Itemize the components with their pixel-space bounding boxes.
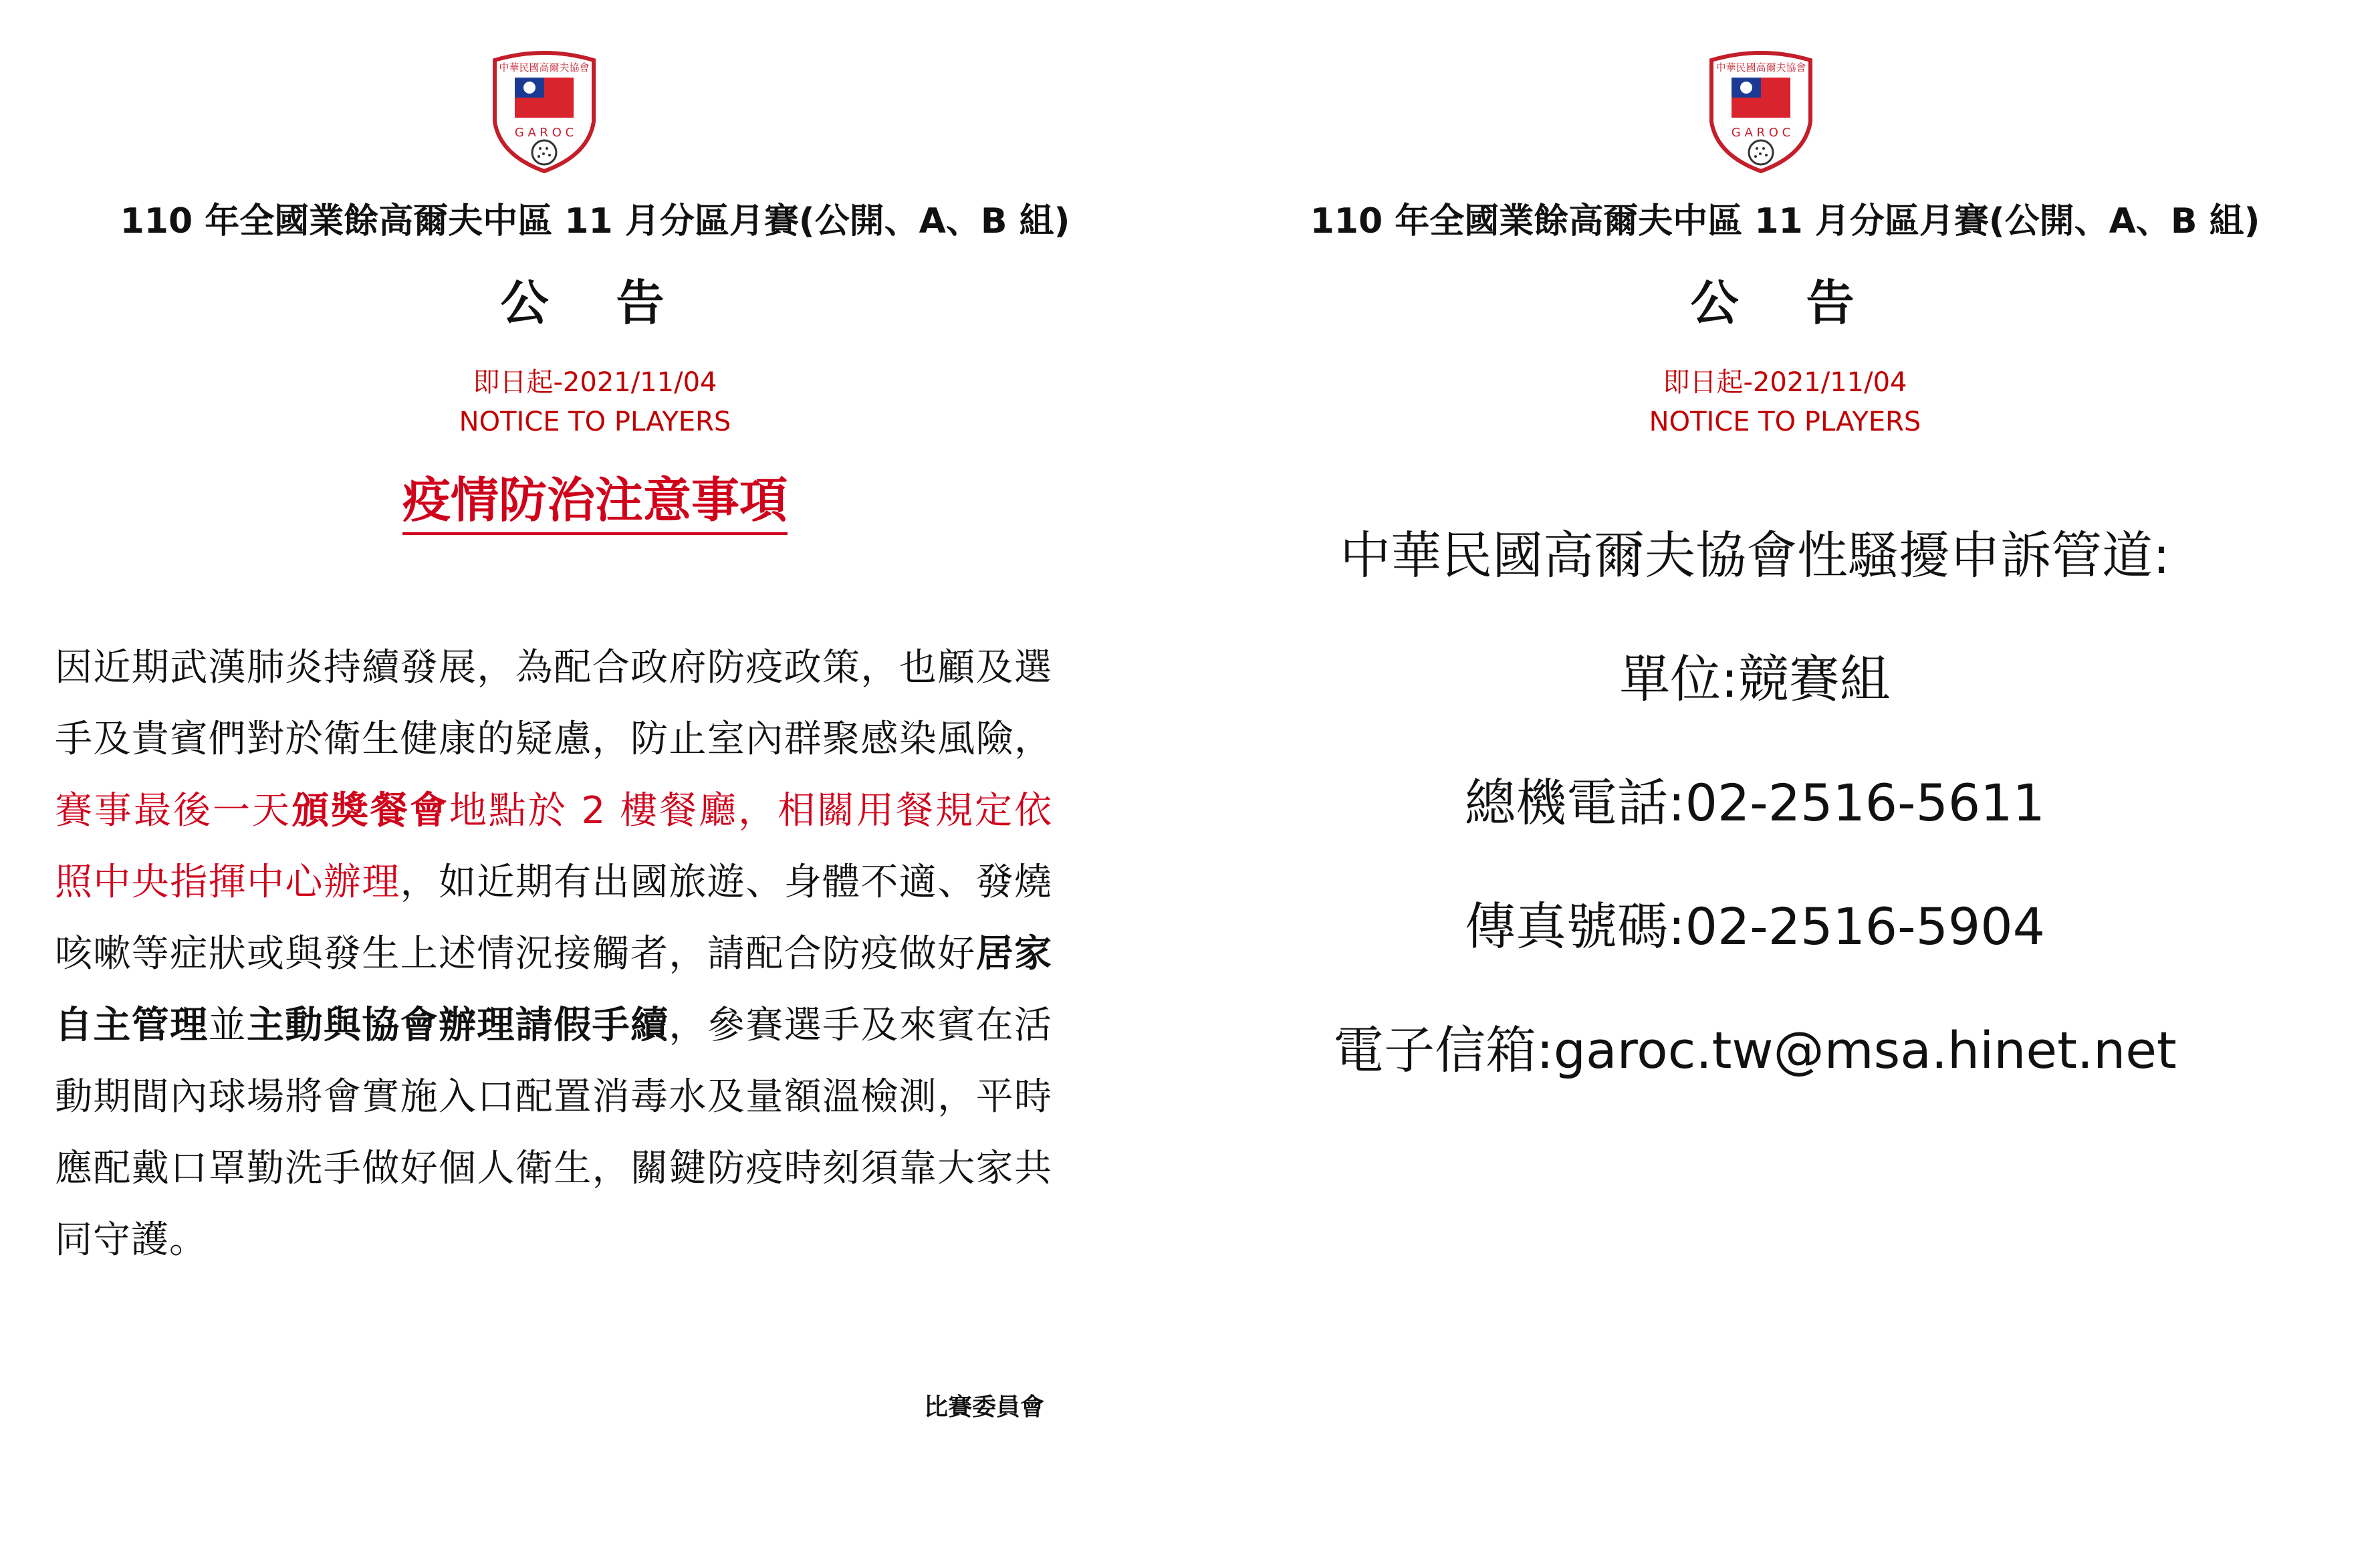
body-bold-2: 主動與協會辦理請假手續 <box>247 1004 669 1047</box>
body-bold-1: 居家自主管理 <box>55 932 1053 1047</box>
notice-body <box>55 632 1052 1276</box>
contact-phone: 總機電話:02-2516-5611 <box>1465 773 2045 832</box>
svg-text:G A R O C: G A R O C <box>514 126 574 140</box>
notice-page-contact <box>1190 0 2380 1564</box>
contact-fax: 傳真號碼:02-2516-5904 <box>1465 897 2045 956</box>
body-red-1: 賽事最後一天 <box>55 789 291 832</box>
covid-notice-title <box>0 461 1190 531</box>
notice-to-players: NOTICE TO PLAYERS <box>459 407 731 437</box>
svg-text:G A R O C: G A R O C <box>1731 126 1791 140</box>
garoc-logo <box>488 48 600 175</box>
effective-date: 即日起-2021/11/04 <box>473 367 717 398</box>
body-text-4: ，參賽選手及來賓在活動期間內球場將會實施入口配置消毒水及量額溫檢測，平時應配戴口罩勤洗手做好個人衛生，關鍵防疫時刻須靠大家共同守護。 <box>55 1004 1053 1262</box>
covid-notice-title-text: 疫情防治注意事項 <box>402 472 788 535</box>
svg-text:中華民國高爾夫協會: 中華民國高爾夫協會 <box>499 62 590 74</box>
body-red-bold: 頒獎餐會 <box>291 789 449 832</box>
page-title: 110 年全國業餘高爾夫中區 11 月分區月賽(公開、A、B 組) <box>1310 201 2260 241</box>
body-text-1: 因近期武漢肺炎持續發展，為配合政府防疫政策，也顧及選手及貴賓們對於衛生健康的疑慮，防止室內群聚感染風險， <box>55 646 1052 761</box>
body-text-2: ，如近期有出國旅遊、身體不適、發燒咳嗽等症狀或與發生上述情況接觸者，請配合防疫做好 <box>55 861 1053 976</box>
signature: 比賽委員會 <box>923 1393 1044 1421</box>
notice-heading: 公 告 <box>1690 275 1880 331</box>
page-title: 110 年全國業餘高爾夫中區 11 月分區月賽(公開、A、B 組) <box>120 201 1070 241</box>
effective-date: 即日起-2021/11/04 <box>1663 367 1907 398</box>
contact-unit: 單位:競賽組 <box>1619 649 1891 709</box>
svg-text:中華民國高爾夫協會: 中華民國高爾夫協會 <box>1715 62 1806 74</box>
harassment-complaint-heading: 中華民國高爾夫協會性騷擾申訴管道: <box>1340 526 2170 585</box>
notice-heading: 公 告 <box>500 275 690 331</box>
notice-to-players: NOTICE TO PLAYERS <box>1649 407 1921 437</box>
body-red-2: 地點於 2 樓餐廳，相關用餐規定依照中央指揮中心辦理 <box>55 789 1053 904</box>
garoc-shield-icon <box>1705 48 1817 175</box>
body-text-3: 並 <box>208 1004 247 1047</box>
garoc-shield-icon <box>488 48 600 175</box>
garoc-logo <box>1705 48 1817 175</box>
contact-email: 電子信箱:garoc.tw@msa.hinet.net <box>1333 1020 2177 1080</box>
